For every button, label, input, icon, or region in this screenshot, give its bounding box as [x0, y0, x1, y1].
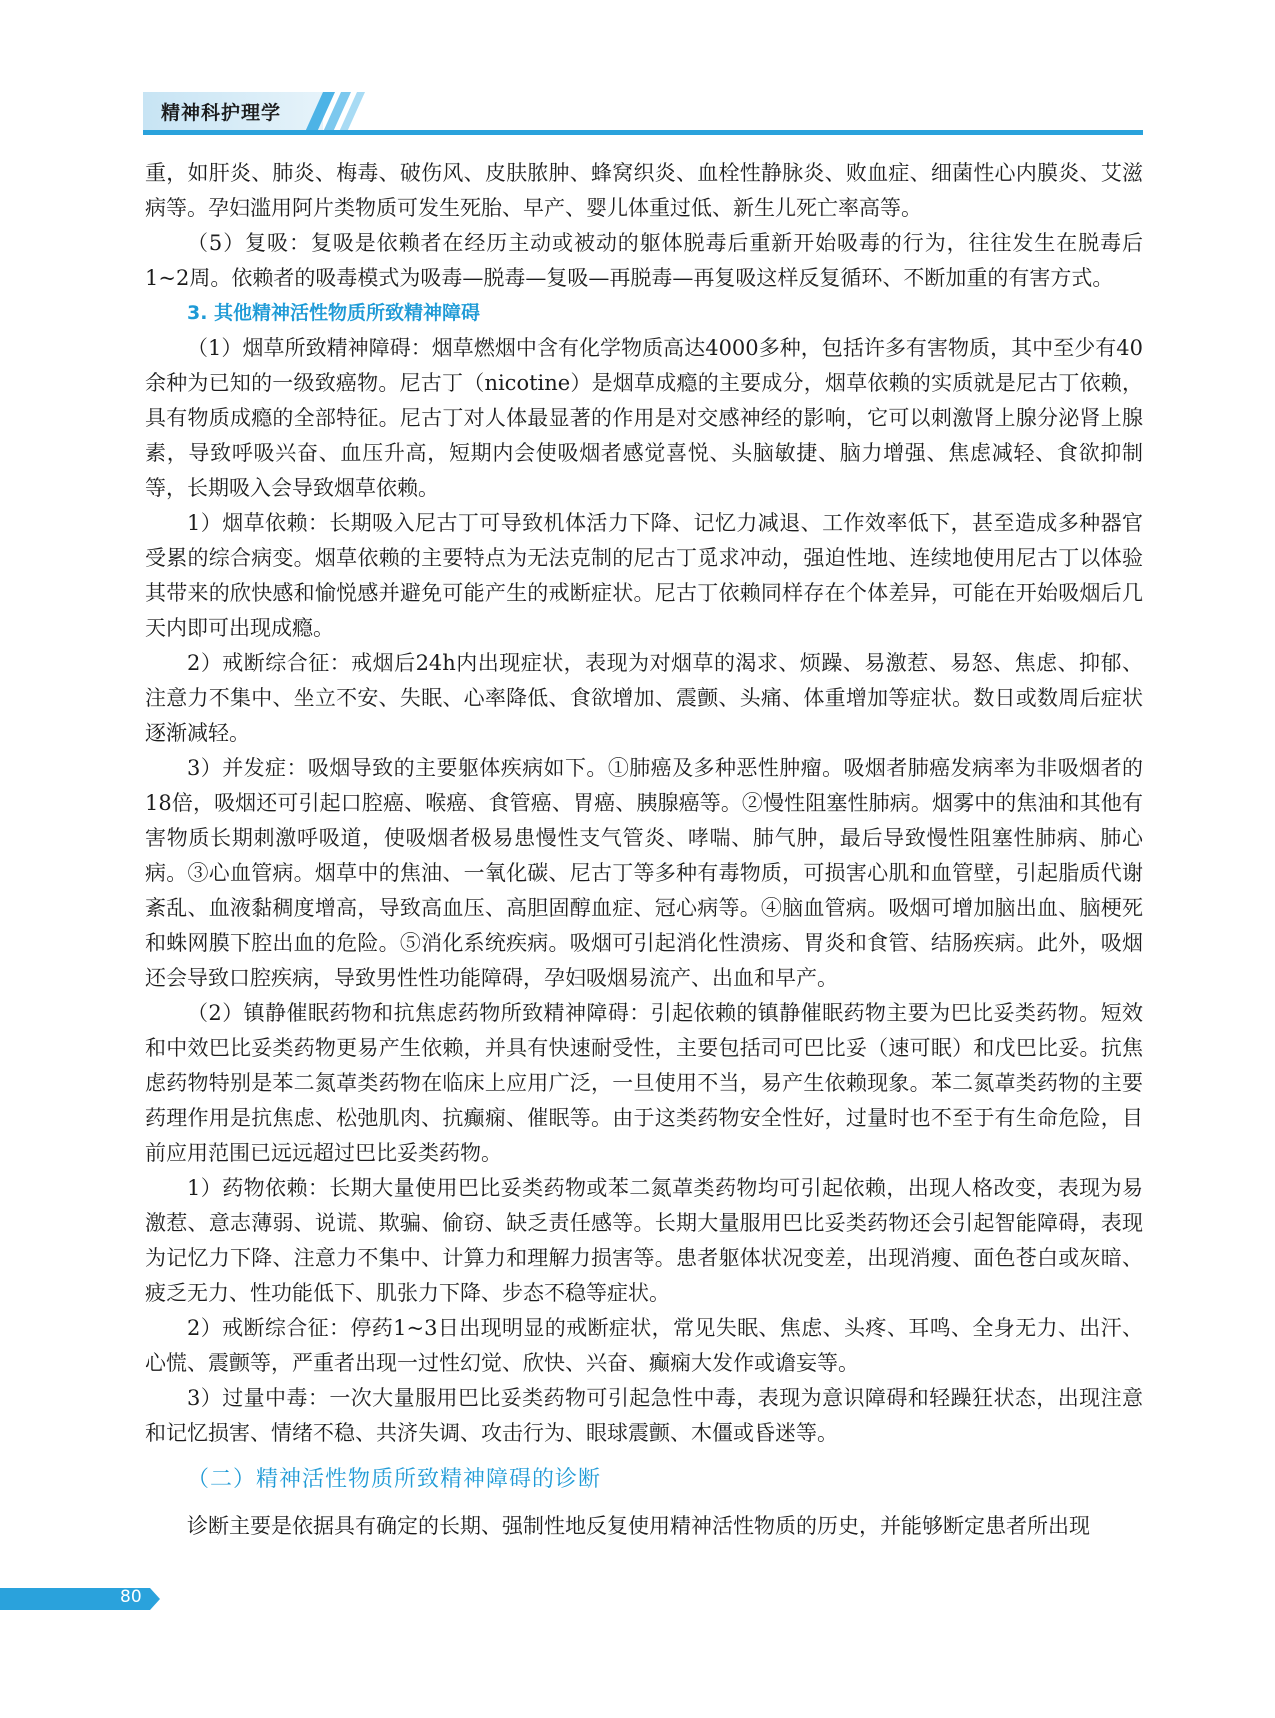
paragraph-drug-dependence: 1）药物依赖：长期大量使用巴比妥类药物或苯二氮䓬类药物均可引起依赖，出现人格改变，表现为易激惹、意志薄弱、说谎、欺骗、偷窃、缺乏责任感等。长期大量服用巴比妥类药物还会引起智能障碍，表现为记忆力下降、注意力不集中、计算力和理解力损害等。患者躯体状况变差，出现消瘦、面色苍白或灰暗、疲乏无力、性功能低下、肌张力下降、步态不稳等症状。 [145, 1176, 1143, 1305]
paragraph-sedatives: （2）镇静催眠药物和抗焦虑药物所致精神障碍：引起依赖的镇静催眠药物主要为巴比妥类药物。短效和中效巴比妥类药物更易产生依赖，并具有快速耐受性，主要包括司可巴比妥（速可眠）和戊巴比妥。抗焦虑药物特别是苯二氮䓬类药物在临床上应用广泛，一旦使用不当，易产生依赖现象。苯二氮䓬类药物的主要药理作用是抗焦虑、松弛肌肉、抗癫痫、催眠等。由于这类药物安全性好，过量时也不至于有生命危险，目前应用范围已远远超过巴比妥类药物。 [145, 1001, 1143, 1165]
paragraph-diagnosis: 诊断主要是依据具有确定的长期、强制性地反复使用精神活性物质的历史，并能够断定患者所出现 [187, 1514, 1090, 1538]
paragraph-continued: 重，如肝炎、肺炎、梅毒、破伤风、皮肤脓肿、蜂窝织炎、血栓性静脉炎、败血症、细菌性心内膜炎、艾滋病等。孕妇滥用阿片类物质可发生死胎、早产、婴儿体重过低、新生儿死亡率高等。 [145, 161, 1143, 220]
paragraph-complications: 3）并发症：吸烟导致的主要躯体疾病如下。①肺癌及多种恶性肿瘤。吸烟者肺癌发病率为非吸烟者的18倍，吸烟还可引起口腔癌、喉癌、食管癌、胃癌、胰腺癌等。②慢性阻塞性肺病。烟雾中的焦油和其他有害物质长期刺激呼吸道，使吸烟者极易患慢性支气管炎、哮喘、肺气肿，最后导致慢性阻塞性肺病、肺心病。③心血管病。烟草中的焦油、一氧化碳、尼古丁等多种有毒物质，可损害心肌和血管壁，引起脂质代谢紊乱、血液黏稠度增高，导致高血压、高胆固醇血症、冠心病等。④脑血管病。吸烟可增加脑出血、脑梗死和蛛网膜下腔出血的危险。⑤消化系统疾病。吸烟可引起消化性溃疡、胃炎和食管、结肠疾病。此外，吸烟还会导致口腔疾病，导致男性性功能障碍，孕妇吸烟易流产、出血和早产。 [145, 756, 1143, 990]
paragraph-overdose: 3）过量中毒：一次大量服用巴比妥类药物可引起急性中毒，表现为意识障碍和轻躁狂状态，出现注意和记忆损害、情绪不稳、共济失调、攻击行为、眼球震颤、木僵或昏迷等。 [145, 1386, 1143, 1445]
paragraph-withdrawal: 2）戒断综合征：戒烟后24h内出现症状，表现为对烟草的渴求、烦躁、易激惹、易怒、焦虑、抑郁、注意力不集中、坐立不安、失眠、心率降低、食欲增加、震颤、头痛、体重增加等症状。数日或数周后症状逐渐减轻。 [145, 651, 1143, 745]
paragraph-drug-withdrawal: 2）戒断综合征：停药1~3日出现明显的戒断症状，常见失眠、焦虑、头疼、耳鸣、全身无力、出汗、心慌、震颤等，严重者出现一过性幻觉、欣快、兴奋、癫痫大发作或谵妄等。 [145, 1316, 1143, 1375]
running-header [143, 92, 1143, 132]
section-heading-diagnosis: （二）精神活性物质所致精神障碍的诊断 [187, 1467, 602, 1492]
paragraph-relapse: （5）复吸：复吸是依赖者在经历主动或被动的躯体脱毒后重新开始吸毒的行为，往往发生在脱毒后1~2周。依赖者的吸毒模式为吸毒—脱毒—复吸—再脱毒—再复吸这样反复循环、不断加重的有害方式。 [145, 231, 1143, 290]
header-stripes-decoration [291, 92, 371, 132]
header-rule [143, 130, 1143, 135]
book-title: 精神科护理学 [161, 102, 282, 124]
paragraph-tobacco-dependence: 1）烟草依赖：长期吸入尼古丁可导致机体活力下降、记忆力减退、工作效率低下，甚至造成多种器官受累的综合病变。烟草依赖的主要特点为无法克制的尼古丁觅求冲动，强迫性地、连续地使用尼古丁以体验其带来的欣快感和愉悦感并避免可能产生的戒断症状。尼古丁依赖同样存在个体差异，可能在开始吸烟后几天内即可出现成瘾。 [145, 511, 1143, 640]
section-heading-other-substances: 3. 其他精神活性物质所致精神障碍 [187, 302, 481, 324]
page-number: 80 [120, 1587, 142, 1607]
page-body [145, 156, 1143, 1544]
paragraph-tobacco: （1）烟草所致精神障碍：烟草燃烟中含有化学物质高达4000多种，包括许多有害物质，其中至少有40余种为已知的一级致癌物。尼古丁（nicotine）是烟草成瘾的主要成分，烟草依赖的实质就是尼古丁依赖，具有物质成瘾的全部特征。尼古丁对人体最显著的作用是对交感神经的影响，它可以刺激肾上腺分泌肾上腺素，导致呼吸兴奋、血压升高，短期内会使吸烟者感觉喜悦、头脑敏捷、脑力增强、焦虑减轻、食欲抑制等，长期吸入会导致烟草依赖。 [145, 336, 1143, 500]
